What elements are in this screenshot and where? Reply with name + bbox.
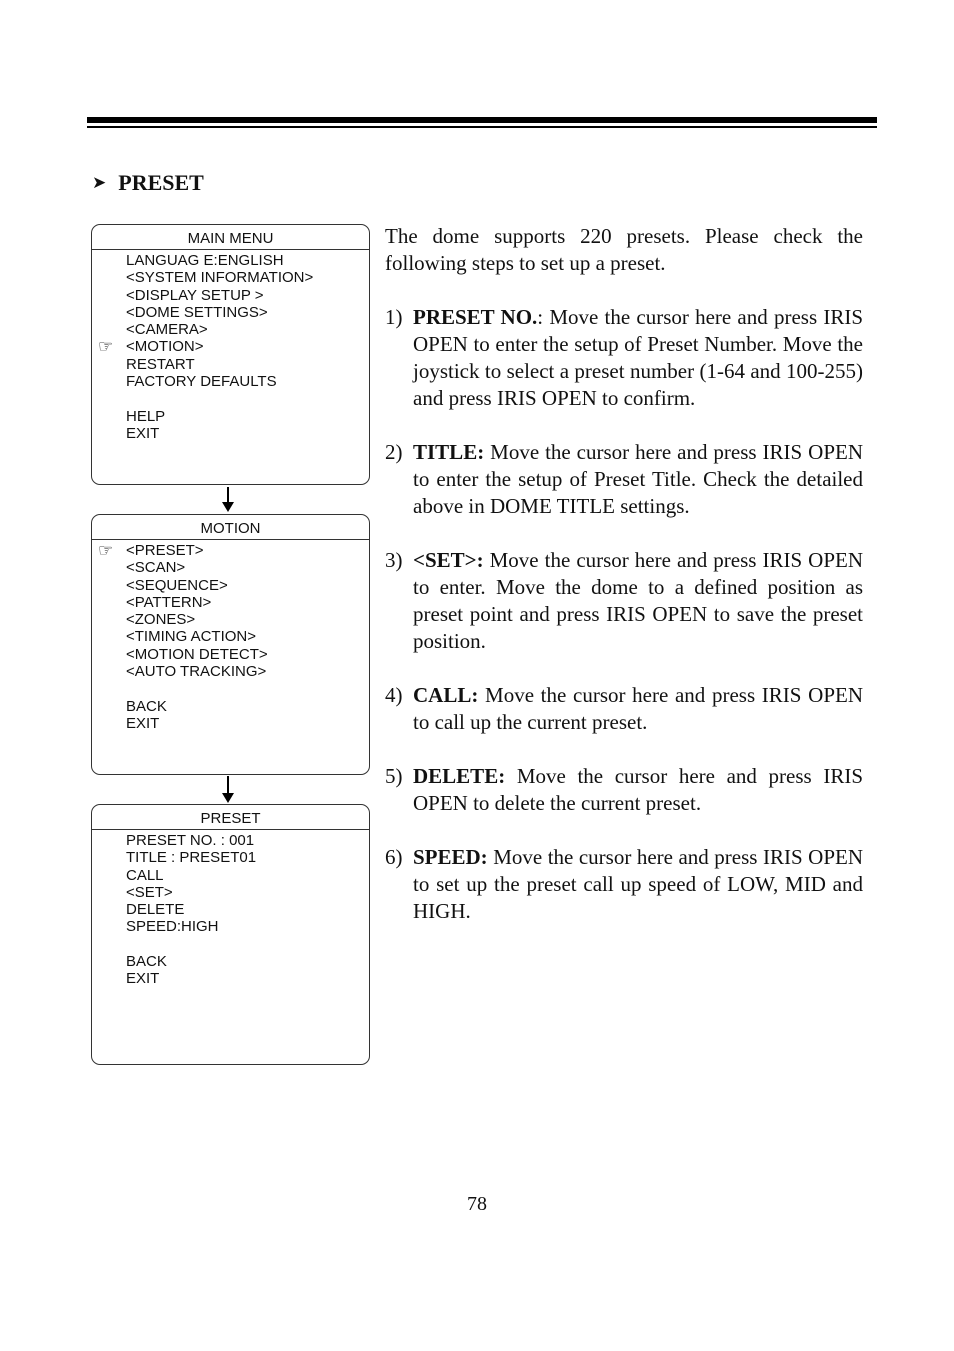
step-term: DELETE:: [413, 764, 506, 788]
menu-item: [126, 304, 369, 321]
main-menu-box: [91, 224, 370, 485]
menu-item-label: <SET>: [126, 883, 173, 901]
menu-item: [98, 541, 369, 560]
menu-item-label: <SCAN>: [126, 559, 186, 577]
menu-item-label: <DOME SETTINGS>: [126, 303, 268, 321]
menu-item-label: <TIMING ACTION>: [126, 628, 257, 646]
page-number: 78: [467, 1193, 487, 1215]
step-number: 2): [385, 440, 403, 464]
menu-item: [126, 663, 369, 680]
section-heading: [92, 170, 204, 196]
menu-item: [126, 559, 369, 576]
flow-arrow-down-icon: [222, 487, 234, 512]
menu-item-label: EXIT: [126, 970, 160, 988]
menu-item-label: SPEED:HIGH: [126, 918, 219, 936]
motion-menu-box: [91, 514, 370, 775]
menu-item-label: <SYSTEM INFORMATION>: [126, 269, 314, 287]
section-title: PRESET: [118, 170, 204, 195]
menu-item: [126, 287, 369, 304]
menu-item-label: EXIT: [126, 714, 160, 732]
step-text: : Move the cursor here and press IRIS OPEN to enter the setup of Preset Number. Move the joystick to select a preset number (1-64 and 100-255) and press IRIS OPEN to confirm.: [413, 305, 863, 410]
menu-item: [126, 849, 369, 866]
step-item: [385, 439, 863, 520]
step-number: 4): [385, 683, 403, 707]
motion-menu-title: MOTION: [92, 515, 369, 540]
menu-item-label: <DISPLAY SETUP >: [126, 286, 264, 304]
step-text: Move the cursor here and press IRIS OPEN to delete the current preset.: [413, 764, 863, 815]
menu-item: [126, 698, 369, 715]
step-text: Move the cursor here and press IRIS OPEN to enter. Move the dome to a defined position as preset point and press IRIS OPEN to save the preset position.: [413, 548, 863, 653]
menu-item-label: PRESET NO. : 001: [126, 832, 255, 849]
step-number: 6): [385, 845, 403, 869]
menu-item-label: HELP: [126, 407, 166, 425]
menu-spacer: [126, 680, 369, 697]
menu-item: [126, 918, 369, 935]
preset-menu-title: PRESET: [92, 805, 369, 830]
preset-menu-items: [92, 830, 369, 988]
menu-item-label: FACTORY DEFAULTS: [126, 373, 277, 391]
menu-item-label: <MOTION>: [126, 338, 204, 356]
step-body: [413, 763, 863, 817]
menu-item: [126, 252, 369, 269]
motion-menu-items: [92, 540, 369, 732]
menu-item: [126, 970, 369, 987]
menu-item-label: EXIT: [126, 424, 160, 442]
menu-item: [126, 408, 369, 425]
steps-list: [385, 304, 863, 925]
step-body: [413, 682, 863, 736]
menu-item-label: <ZONES>: [126, 611, 196, 629]
menu-item: [98, 337, 369, 357]
menu-item-label: LANGUAG E:ENGLISH: [126, 252, 284, 269]
menu-item: [126, 356, 369, 373]
step-number: 1): [385, 305, 403, 329]
pointing-hand-cursor-icon: ☞: [98, 541, 114, 560]
menu-item-label: DELETE: [126, 901, 185, 919]
pointing-hand-cursor-icon: ☞: [98, 337, 114, 357]
step-term: CALL:: [413, 683, 479, 707]
step-item: [385, 844, 863, 925]
menu-item-label: <AUTO TRACKING>: [126, 663, 267, 681]
preset-menu-box: [91, 804, 370, 1065]
header-rule-thick: [87, 117, 877, 123]
menu-item: [126, 715, 369, 732]
menu-spacer: [126, 936, 369, 953]
menu-item-label: CALL: [126, 866, 164, 884]
main-menu-title: MAIN MENU: [92, 225, 369, 250]
menu-item-label: TITLE : PRESET01: [126, 849, 257, 867]
step-text: Move the cursor here and press IRIS OPEN to set up the preset call up speed of LOW, MID and HIGH.: [413, 845, 863, 923]
menu-item-label: BACK: [126, 953, 167, 971]
step-body: [413, 844, 863, 925]
menu-item: [126, 901, 369, 918]
step-number: 5): [385, 764, 403, 788]
menu-item: [126, 867, 369, 884]
arrowhead-bullet-icon: ➤: [92, 173, 107, 192]
menu-item: [126, 628, 369, 645]
step-item: [385, 763, 863, 817]
menu-spacer: [126, 390, 369, 407]
intro-paragraph: The dome supports 220 presets. Please check the following steps to set up a preset.: [385, 224, 863, 275]
instructions: [385, 223, 863, 952]
menu-item: [126, 953, 369, 970]
step-item: [385, 547, 863, 655]
menu-item-label: <PATTERN>: [126, 593, 212, 611]
step-body: [413, 547, 863, 655]
step-body: [413, 439, 863, 520]
menu-item-label: <CAMERA>: [126, 321, 208, 339]
menu-item: [126, 321, 369, 338]
step-body: [413, 304, 863, 412]
menu-item-label: <SEQUENCE>: [126, 576, 228, 594]
menu-item: [126, 611, 369, 628]
menu-item-label: RESTART: [126, 355, 195, 373]
menu-item: [126, 594, 369, 611]
step-text: Move the cursor here and press IRIS OPEN to enter the setup of Preset Title. Check the detailed above in DOME TITLE settings.: [413, 440, 863, 518]
menu-item: [126, 577, 369, 594]
menu-item: [126, 646, 369, 663]
menu-item: [126, 373, 369, 390]
step-term: <SET>:: [413, 548, 484, 572]
menu-item: [126, 832, 369, 849]
step-number: 3): [385, 548, 403, 572]
main-menu-items: [92, 250, 369, 442]
step-text: Move the cursor here and press IRIS OPEN to call up the current preset.: [413, 683, 863, 734]
menu-item-label: BACK: [126, 697, 167, 715]
menu-item: [126, 269, 369, 286]
menu-item-label: <MOTION DETECT>: [126, 645, 268, 663]
flow-arrow-down-icon: [222, 776, 234, 803]
menu-item-label: <PRESET>: [126, 542, 204, 559]
menu-item: [126, 884, 369, 901]
menu-item: [126, 425, 369, 442]
step-term: PRESET NO.: [413, 305, 538, 329]
header-rule-thin: [87, 126, 877, 128]
step-term: SPEED:: [413, 845, 488, 869]
step-item: [385, 682, 863, 736]
step-term: TITLE:: [413, 440, 485, 464]
step-item: [385, 304, 863, 412]
